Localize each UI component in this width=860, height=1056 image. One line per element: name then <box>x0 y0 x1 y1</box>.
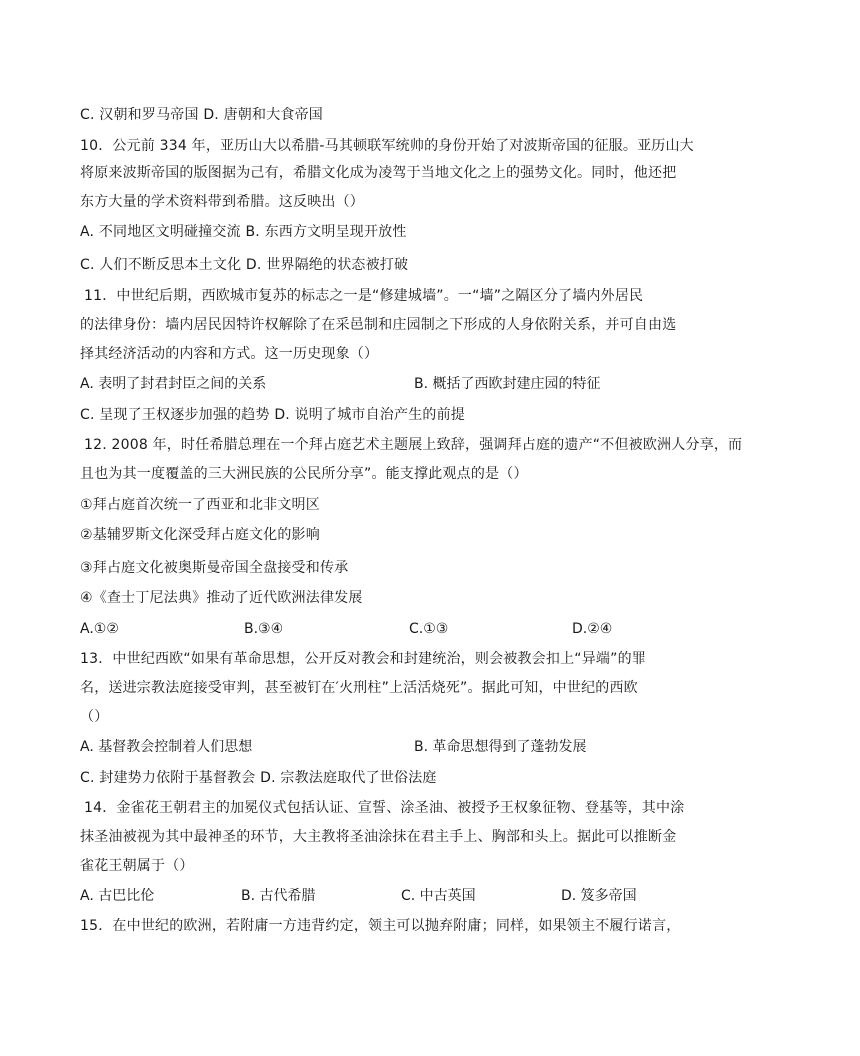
q12-option-d: D.②④ <box>572 621 613 637</box>
q13-stem-line-1: 13．中世纪西欧“如果有革命思想，公开反对教会和封建统治，则会被教会扣上“异端”的罪 <box>80 651 646 667</box>
q10-options-ab: A. 不同地区文明碰撞交流 B. 东西方文明呈现开放性 <box>80 224 407 240</box>
q11-option-a: A. 表明了封君封臣之间的关系 <box>80 376 267 392</box>
q9-options-cd: C. 汉朝和罗马帝国 D. 唐朝和大食帝国 <box>80 107 324 123</box>
q14-stem-line-1: 14．金雀花王朝君主的加冕仪式包括认证、宣誓、涂圣油、被授予王权象征物、登基等，其中涂 <box>84 800 685 816</box>
q10-stem-line-2: 将原来波斯帝国的版图据为己有，希腊文化成为凌驾于当地文化之上的强势文化。同时，他还把 <box>80 165 677 181</box>
q10-options-cd: C. 人们不断反思本土文化 D. 世界隔绝的状态被打破 <box>80 257 409 273</box>
q10-stem-line-3: 东方大量的学术资料带到希腊。这反映出（） <box>80 194 364 210</box>
q13-option-b: B. 革命思想得到了蓬勃发展 <box>414 739 587 755</box>
q12-item-2: ②基辅罗斯文化深受拜占庭文化的影响 <box>80 527 320 543</box>
q13-stem-line-2: 名，送进宗教法庭接受审判，甚至被钉在′火刑柱”上活活烧死”。据此可知，中世纪的西欧 <box>80 680 638 696</box>
q14-option-b: B. 古代希腊 <box>241 888 316 904</box>
q14-stem-line-3: 雀花王朝属于（） <box>80 858 194 874</box>
q11-option-b: B. 概括了西欧封建庄园的特征 <box>414 376 601 392</box>
q11-stem-line-3: 择其经济活动的内容和方式。这一历史现象（） <box>80 346 379 362</box>
q12-option-a: A.①② <box>80 621 119 637</box>
q13-stem-line-3: （） <box>80 709 109 725</box>
q12-stem-line-1: 12. 2008 年，时任希腊总理在一个拜占庭艺术主题展上致辞，强调拜占庭的遗产“不但被欧洲人分享，而 <box>84 437 743 453</box>
q12-stem-line-2: 且也为其一度覆盖的三大洲民族的公民所分享”。能支撑此观点的是（） <box>80 466 528 482</box>
q12-item-3: ③拜占庭文化被奥斯曼帝国全盘接受和传承 <box>80 560 349 576</box>
q13-options-cd: C. 封建势力依附于基督教会 D. 宗教法庭取代了世俗法庭 <box>80 770 437 786</box>
q11-stem-line-2: 的法律身份：墙内居民因特许权解除了在采邑制和庄园制之下形成的人身依附关系，并可自由选 <box>80 317 677 333</box>
q14-option-d: D. 笈多帝国 <box>561 888 637 904</box>
q11-stem-line-1: 11．中世纪后期，西欧城市复苏的标志之一是“修建城墙”。一“墙”之隔区分了墙内外居民 <box>84 288 644 304</box>
q11-options-cd: C. 呈现了王权逐步加强的趋势 D. 说明了城市自治产生的前提 <box>80 407 466 423</box>
q12-item-4: ④《查士丁尼法典》推动了近代欧洲法律发展 <box>80 590 363 606</box>
q12-option-b: B.③④ <box>244 621 284 637</box>
q14-option-c: C. 中古英国 <box>401 888 476 904</box>
q15-stem-line-1: 15．在中世纪的欧洲，若附庸一方违背约定，领主可以抛弃附庸；同样，如果领主不履行诺言， <box>80 918 681 934</box>
q14-option-a: A. 古巴比伦 <box>80 888 155 904</box>
q12-item-1: ①拜占庭首次统一了西亚和北非文明区 <box>80 497 320 513</box>
q12-option-c: C.①③ <box>409 621 449 637</box>
q14-stem-line-2: 抹圣油被视为其中最神圣的环节，大主教将圣油涂抹在君主手上、胸部和头上。据此可以推断金 <box>80 829 677 845</box>
q10-stem-line-1: 10．公元前 334 年，亚历山大以希腊-马其顿联军统帅的身份开始了对波斯帝国的征服。亚历山大 <box>80 138 694 154</box>
q13-option-a: A. 基督教会控制着人们思想 <box>80 739 253 755</box>
